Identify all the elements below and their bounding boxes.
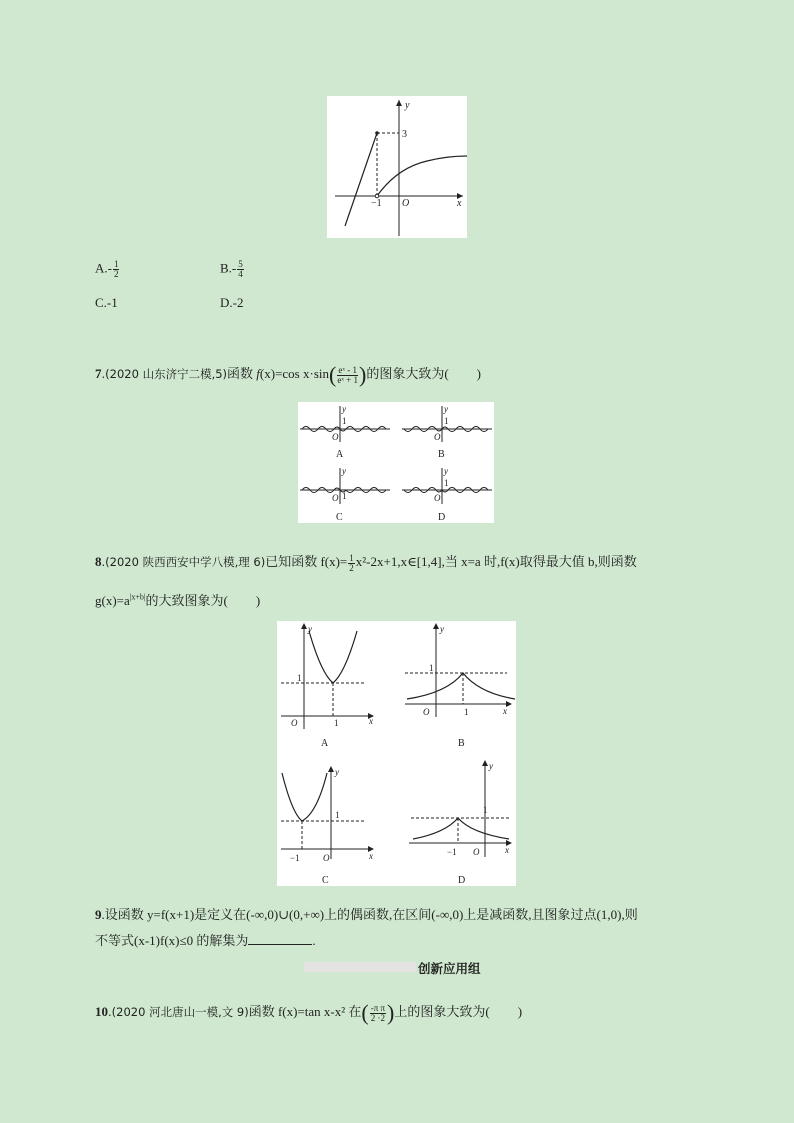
origin-label: O: [402, 198, 410, 209]
svg-text:1: 1: [444, 416, 449, 426]
svg-text:O: O: [332, 432, 339, 442]
question-9-number: 9: [95, 907, 102, 922]
section-title: 创新应用组: [418, 961, 481, 976]
svg-text:x: x: [503, 706, 507, 716]
svg-text:−1: −1: [290, 853, 300, 863]
q8-graph-d: [409, 761, 511, 886]
svg-text:−1: −1: [447, 847, 457, 857]
question-7-source: .(2020 山东济宁二模,5): [101, 366, 228, 381]
question-10-number: 10: [95, 1003, 108, 1019]
svg-text:1: 1: [342, 416, 347, 426]
option-a-fraction: $\frac{1}{2}$: [113, 259, 119, 279]
svg-text:y: y: [444, 466, 448, 476]
svg-text:O: O: [434, 493, 441, 503]
option-a[interactable]: [95, 260, 120, 279]
q7-label-b: B: [438, 449, 445, 460]
question-8-number: 8: [95, 554, 102, 569]
svg-text:1: 1: [483, 805, 488, 815]
q7-label-a: A: [336, 449, 344, 460]
section-bar: [304, 962, 416, 972]
svg-text:y: y: [440, 624, 444, 634]
q6-graph: [327, 96, 467, 238]
question-8-half: $\frac{1}{2}$: [349, 552, 354, 573]
svg-text:O: O: [323, 853, 330, 863]
q8-label-c: C: [322, 875, 329, 886]
question-8-line2: $g(x)=a^{|x+b|}$的大致图象为( ): [95, 592, 261, 608]
svg-text:1: 1: [334, 718, 339, 728]
option-b-fraction: $\frac{5}{4}$: [238, 259, 243, 279]
q8-label-b: B: [458, 738, 465, 749]
option-b-prefix: B.-: [220, 260, 237, 276]
svg-text:1: 1: [464, 707, 469, 717]
svg-text:O: O: [332, 493, 339, 503]
svg-text:O: O: [473, 847, 480, 857]
svg-text:y: y: [308, 624, 312, 634]
svg-text:y: y: [342, 404, 346, 414]
q7-graph-b: [402, 404, 492, 460]
question-10: 10.(2020 河北唐山一模,文 9)函数 f(x)=tan x-x² 在( $\frac{\text{-π π}}{2 \cdot 2}$ )上的图象大致为( ): [95, 1000, 523, 1025]
svg-text:y: y: [335, 767, 339, 777]
x-axis-label: x: [457, 198, 462, 209]
answer-blank[interactable]: [248, 934, 312, 945]
question-10-interval: $\frac{\text{-π π}}{2 \cdot 2}$: [370, 1002, 386, 1023]
q8-graph-b: [405, 624, 515, 749]
q6-graph-figure: [327, 96, 467, 238]
svg-text:1: 1: [429, 663, 434, 673]
q7-graph-c: [300, 466, 390, 523]
svg-text:O: O: [423, 707, 430, 717]
q7-graphs-figure: [298, 402, 494, 523]
q8-label-d: D: [458, 875, 466, 886]
svg-text:O: O: [434, 432, 441, 442]
question-8: 8.(2020 陕西西安中学八模,理 6)已知函数 f(x)= $\frac{1}{2}$ x²-2x+1,x∈[1,4],当 x=a 时,f(x)取得最大值 b,则函数: [95, 552, 637, 573]
svg-text:1: 1: [297, 673, 302, 683]
q7-label-d: D: [438, 512, 446, 523]
q8-graph-c: [281, 767, 373, 886]
option-d[interactable]: D.-2: [220, 295, 244, 310]
svg-text:1: 1: [444, 478, 449, 488]
q7-graph-d: [402, 466, 492, 523]
svg-text:x: x: [505, 845, 509, 855]
question-8-source: .(2020 陕西西安中学八模,理 6): [101, 555, 266, 569]
tick-neg1: −1: [371, 198, 382, 209]
q8-graph-a: [281, 624, 373, 749]
question-9-line2: 不等式(x-1)f(x)≤0 的解集为 .: [95, 933, 316, 948]
tick-3: 3: [402, 129, 407, 140]
q7-label-c: C: [336, 512, 343, 523]
q7-graphs: [298, 402, 494, 523]
option-c[interactable]: C.-1: [95, 295, 118, 310]
svg-text:O: O: [291, 718, 298, 728]
question-7: 7.(2020 山东济宁二模,5)函数 f(x)=cos x·sin( $\frac{\text{eˣ - 1}}{\text{eˣ + 1}}$ )的图象大致为( ): [95, 362, 482, 387]
question-9: 9.设函数 y=f(x+1)是定义在(-∞,0)∪(0,+∞)上的偶函数,在区间(-∞,0)上是减函数,且图象过点(1,0),则: [95, 907, 638, 922]
svg-text:x: x: [369, 716, 373, 726]
q8-graphs: [277, 621, 516, 886]
q8-graphs-figure: [277, 621, 516, 886]
option-b[interactable]: [220, 260, 245, 279]
question-7-fraction: $\frac{\text{eˣ - 1}}{\text{eˣ + 1}}$: [337, 364, 358, 385]
svg-text:x: x: [369, 851, 373, 861]
question-7-number: 7: [95, 365, 102, 381]
q8-label-a: A: [321, 738, 329, 749]
question-10-source: .(2020 河北唐山一模,文 9): [108, 1004, 249, 1019]
q7-graph-a: [300, 404, 390, 460]
svg-text:y: y: [342, 466, 346, 476]
svg-text:y: y: [489, 761, 493, 771]
svg-text:1: 1: [335, 810, 340, 820]
svg-text:1: 1: [342, 491, 347, 501]
option-a-prefix: A.-: [95, 260, 112, 276]
y-axis-label: y: [405, 100, 410, 111]
svg-text:y: y: [444, 404, 448, 414]
